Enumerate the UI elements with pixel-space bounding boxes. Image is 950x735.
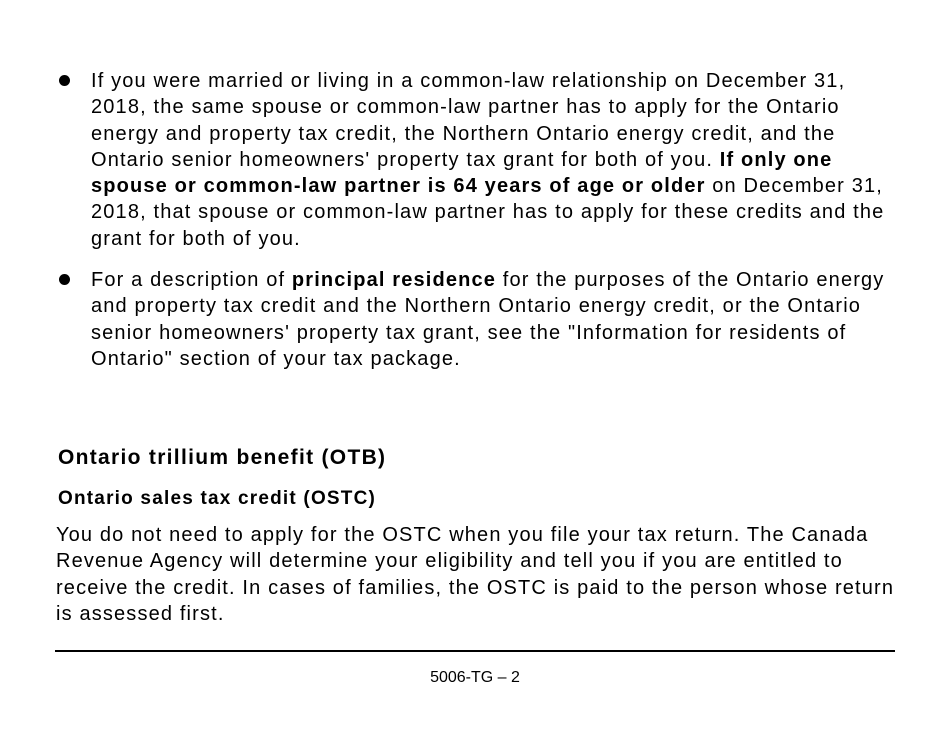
bullet-bold-segment: If only one spouse or common-law partner is 64 years of age or older	[91, 148, 833, 198]
footer-divider	[55, 650, 895, 652]
page-footer: 5006-TG – 2	[430, 669, 520, 686]
bullet-dot-icon	[59, 274, 70, 285]
bullet-item-principal-residence	[56, 267, 896, 372]
section-heading-otb: Ontario trillium benefit (OTB)	[58, 446, 387, 469]
ostc-paragraph: You do not need to apply for the OSTC when you file your tax return. The Canada Revenue Agency will determine your eligibility and tell you if you are entitled to receive the credit. In cases of families, the OSTC is paid to the person whose return is assessed first.	[56, 524, 895, 625]
bullet-text-segment: for the purposes of the Ontario energy and property tax credit and the Northern Ontario energy credit, or the Ontario senior homeowners' property tax grant, see the "Information for residents of Ontario" section of your tax package.	[91, 269, 885, 370]
bullet-item-spouse	[56, 68, 896, 252]
bullet-text-segment: If you were married or living in a common-law relationship on December 31, 2018, the same spouse or common-law partner has to apply for the Ontario energy and property tax credit, the Northern Ontario energy credit, and the Ontario senior homeowners' property tax grant for both of you.	[91, 70, 846, 171]
bullet-dot-icon	[59, 75, 70, 86]
bullet-list	[56, 68, 896, 372]
bullet-bold-segment: principal residence	[291, 269, 497, 292]
bullet-text-segment: For a description of	[91, 269, 292, 292]
bullet-text-segment: on December 31, 2018, that spouse or common-law partner has to apply for these credits and the grant for both of you.	[91, 175, 885, 250]
subsection-heading-ostc: Ontario sales tax credit (OSTC)	[58, 488, 377, 509]
